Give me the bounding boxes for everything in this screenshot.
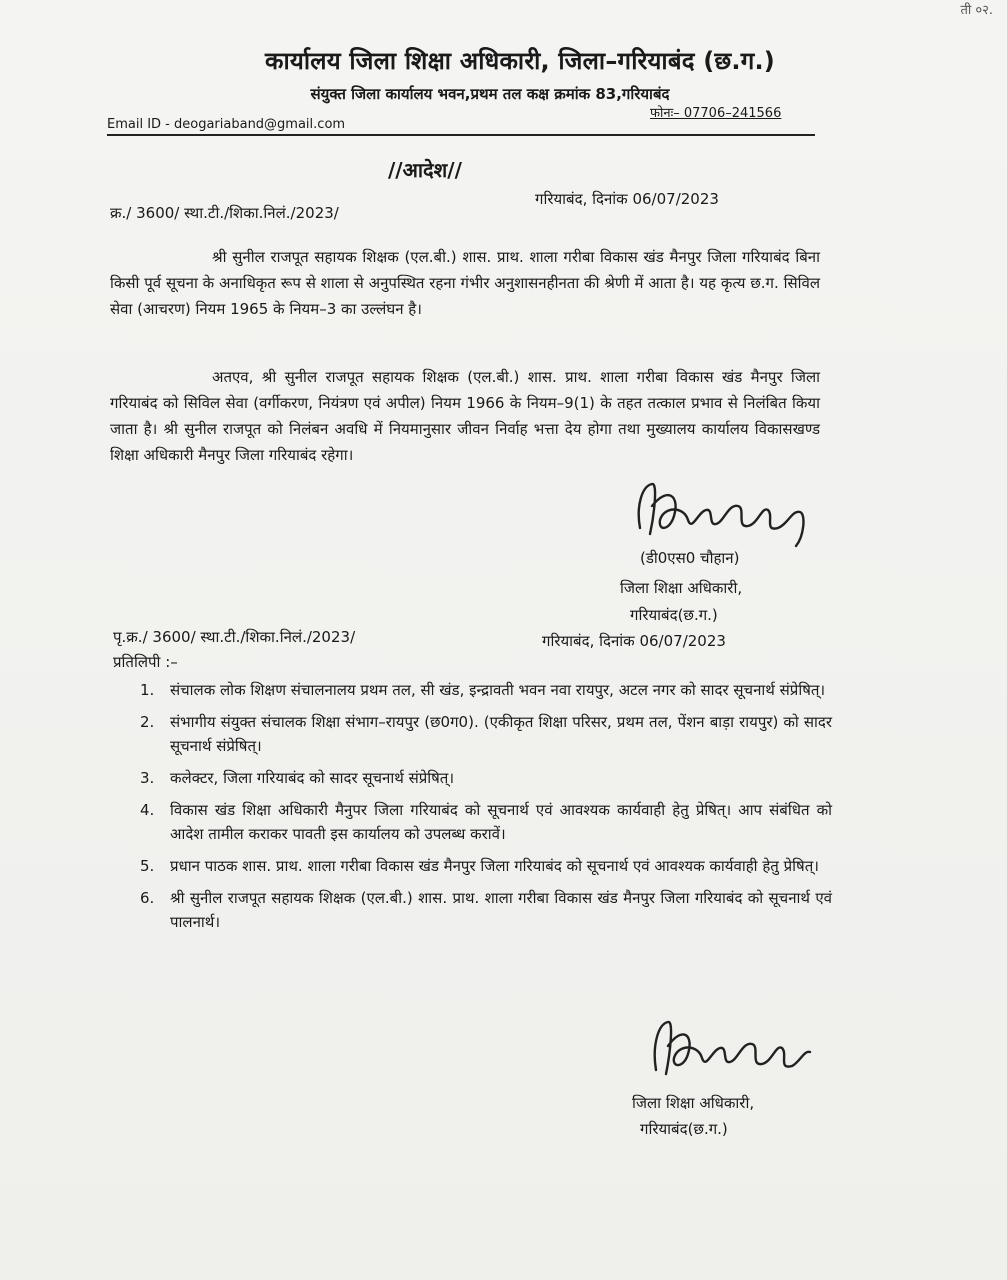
- list-item: 5. प्रधान पाठक शास. प्राथ. शाला गरीबा विकास खंड मैनपुर जिला गरियाबंद को सूचनार्थ एवं आवश्यक कार्यवाही हेतु प्रेषित्।: [140, 857, 819, 875]
- signatory-designation: जिला शिक्षा अधिकारी,: [620, 579, 743, 597]
- list-item: 6. श्री सुनील राजपूत सहायक शिक्षक (एल.बी.) शास. प्राथ. शाला गरीबा विकास खंड मैनपुर जिला गरियाबंद को सूचनार्थ एवं पालनार्थ।: [140, 889, 832, 931]
- office-phone: फोनः– 07706–241566: [650, 106, 782, 121]
- corner-mark: ती ०२.: [960, 3, 993, 18]
- copy-ref-number: पृ.क्र./ 3600/ स्था.टी./शिका.निलं./2023/: [113, 628, 356, 646]
- order-date: गरियाबंद, दिनांक 06/07/2023: [535, 190, 719, 208]
- signatory-office-2: गरियाबंद(छ.ग.): [640, 1120, 728, 1138]
- order-title: //आदेश//: [388, 158, 462, 182]
- signatory-name: (डी0एस0 चौहान): [640, 549, 740, 567]
- order-paragraph-2: [110, 364, 820, 468]
- list-item: 1. संचालक लोक शिक्षण संचालनालय प्रथम तल, सी खंड, इन्द्रावती भवन नवा रायपुर, अटल नगर को सादर सूचनार्थ संप्रेषित्।: [140, 681, 826, 699]
- list-item: 2. संभागीय संयुक्त संचालक शिक्षा संभाग–रायपुर (छ0ग0). (एकीकृत शिक्षा परिसर, प्रथम तल, पेंशन बाड़ा रायपुर) को सादर सूचनार्थ संप्रेषित्।: [140, 713, 832, 755]
- office-title: कार्यालय जिला शिक्षा अधिकारी, जिला–गरियाबंद (छ.ग.): [265, 47, 775, 75]
- signature-2: [640, 1010, 820, 1090]
- list-item: 4. विकास खंड शिक्षा अधिकारी मैनुपर जिला गरियाबंद को सूचनार्थ एवं आवश्यक कार्यवाही हेतु प्रेषित्। आप संबंधित को आदेश तामील कराकर पावती इस कार्यालय को उपलब्ध करावें।: [140, 801, 832, 843]
- office-address: संयुक्त जिला कार्यालय भवन,प्रथम तल कक्ष क्रमांक 83,गरियाबंद: [310, 85, 670, 103]
- para1-text: श्री सुनील राजपूत सहायक शिक्षक (एल.बी.) शास. प्राथ. शाला गरीबा विकास खंड मैनपुर जिला गरियाबंद बिना किसी पूर्व सूचना के अनाधिकृत रूप से शाला से अनुपस्थित रहना गंभीर अनुशासनहीनता की श्रेणी में आता है। यह कृत्य छ.ग. सिविल सेवा (आचरण) नियम 1965 के नियम–3 का उल्लंघन है।: [110, 248, 820, 318]
- copy-recipient-list: [140, 678, 832, 942]
- copy-date: गरियाबंद, दिनांक 06/07/2023: [542, 632, 726, 650]
- signature-1: [628, 476, 818, 556]
- office-email: Email ID - deogariaband@gmail.com: [107, 117, 346, 132]
- header-divider: [107, 134, 815, 136]
- list-item: 3. कलेक्टर, जिला गरियाबंद को सादर सूचनार्थ संप्रेषित्।: [140, 769, 455, 787]
- signatory-designation-2: जिला शिक्षा अधिकारी,: [632, 1094, 755, 1112]
- signatory-office: गरियाबंद(छ.ग.): [630, 606, 718, 624]
- copy-label: प्रतिलिपी :–: [113, 653, 178, 671]
- order-ref-number: क्र./ 3600/ स्था.टी./शिका.निलं./2023/: [110, 204, 339, 222]
- order-paragraph-1: [110, 244, 820, 322]
- para2-text: अतएव, श्री सुनील राजपूत सहायक शिक्षक (एल.बी.) शास. प्राथ. शाला गरीबा विकास खंड मैनपुर जिला गरियाबंद को सिविल सेवा (वर्गीकरण, नियंत्रण एवं अपील) नियम 1966 के नियम–9(1) के तहत तत्काल प्रभाव से निलंबित किया जाता है। श्री सुनील राजपूत को निलंबन अवधि में नियमानुसार जीवन निर्वाह भत्ता देय होगा तथा मुख्यालय कार्यालय विकासखण्ड शिक्षा अधिकारी मैनपुर जिला गरियाबंद रहेगा।: [110, 368, 820, 464]
